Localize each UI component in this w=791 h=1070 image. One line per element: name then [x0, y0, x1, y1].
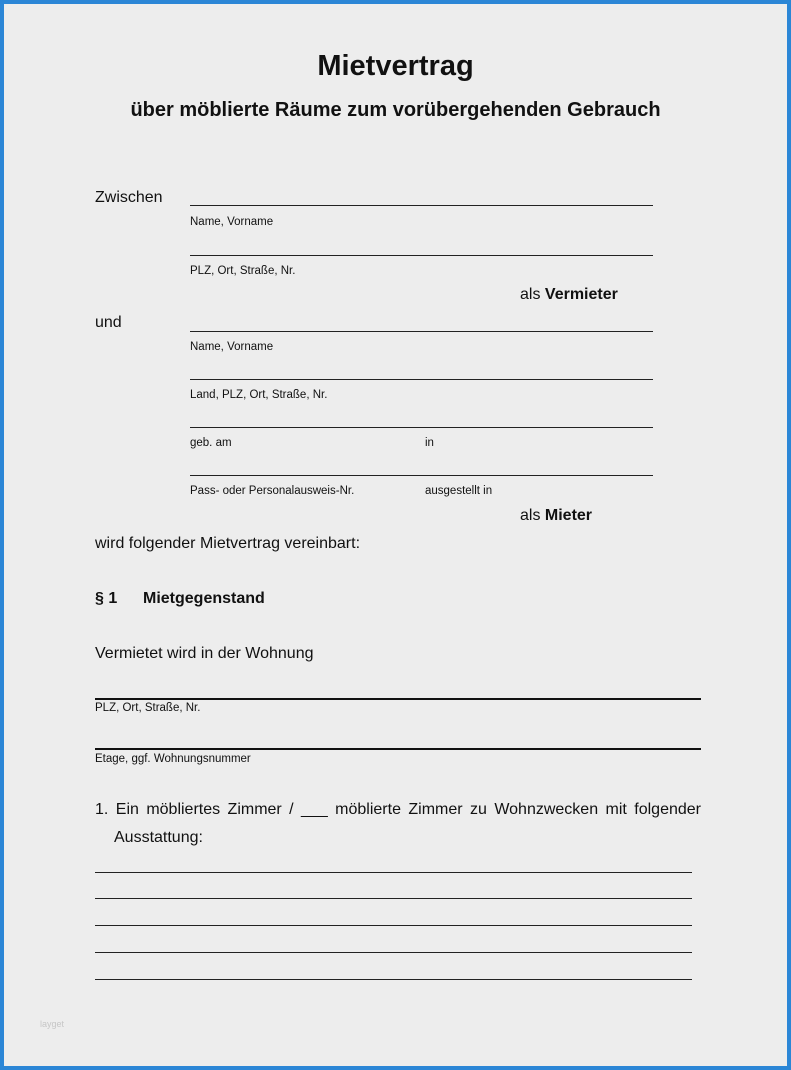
equipment-line[interactable]: [95, 952, 692, 953]
tenant-address-caption: Land, PLZ, Ort, Straße, Nr.: [190, 389, 328, 401]
document-title: Mietvertrag: [317, 50, 474, 82]
agreement-text: wird folgender Mietvertrag vereinbart:: [95, 535, 361, 552]
apartment-address-line[interactable]: [95, 698, 701, 700]
landlord-address-line[interactable]: [190, 255, 653, 256]
equipment-line[interactable]: [95, 872, 692, 873]
tenant-birth-line[interactable]: [190, 427, 653, 428]
id-caption: Pass- oder Personalausweis-Nr.: [190, 485, 355, 497]
landlord-name-caption: Name, Vorname: [190, 216, 274, 228]
item1-line2: Ausstattung:: [114, 829, 203, 846]
equipment-line[interactable]: [95, 898, 692, 899]
watermark: layget: [40, 1019, 65, 1029]
section-heading: Mietgegenstand: [143, 590, 265, 607]
document-subtitle: über möblierte Räume zum vorübergehenden Gebrauch: [130, 99, 661, 121]
apartment-address-caption: PLZ, Ort, Straße, Nr.: [95, 702, 201, 714]
born-in-caption: in: [425, 437, 434, 449]
floor-caption: Etage, ggf. Wohnungsnummer: [95, 753, 251, 765]
landlord-role: [520, 286, 618, 304]
landlord-name-line[interactable]: [190, 205, 653, 206]
item1-line1: 1. Ein möbliertes Zimmer / ___ möblierte Zimmer zu Wohnzwecken mit folgender: [95, 801, 701, 818]
landlord-address-caption: PLZ, Ort, Straße, Nr.: [190, 265, 296, 277]
floor-line[interactable]: [95, 748, 701, 750]
landlord-role-label: Vermieter: [544, 286, 618, 303]
between-label: Zwischen: [95, 189, 163, 206]
section-intro: Vermietet wird in der Wohnung: [95, 645, 314, 662]
tenant-name-caption: Name, Vorname: [190, 341, 274, 353]
tenant-role-prefix: als: [520, 507, 541, 524]
tenant-address-line[interactable]: [190, 379, 653, 380]
tenant-name-line[interactable]: [190, 331, 653, 332]
equipment-line[interactable]: [95, 925, 692, 926]
tenant-id-line[interactable]: [190, 475, 653, 476]
tenant-role-label: Mieter: [544, 507, 593, 524]
and-label: und: [95, 314, 122, 331]
tenant-role: [520, 507, 592, 525]
born-caption: geb. am: [190, 437, 232, 449]
landlord-role-prefix: als: [520, 286, 541, 303]
equipment-line[interactable]: [95, 979, 692, 980]
section-number: § 1: [95, 590, 118, 607]
issued-caption: ausgestellt in: [425, 485, 493, 497]
